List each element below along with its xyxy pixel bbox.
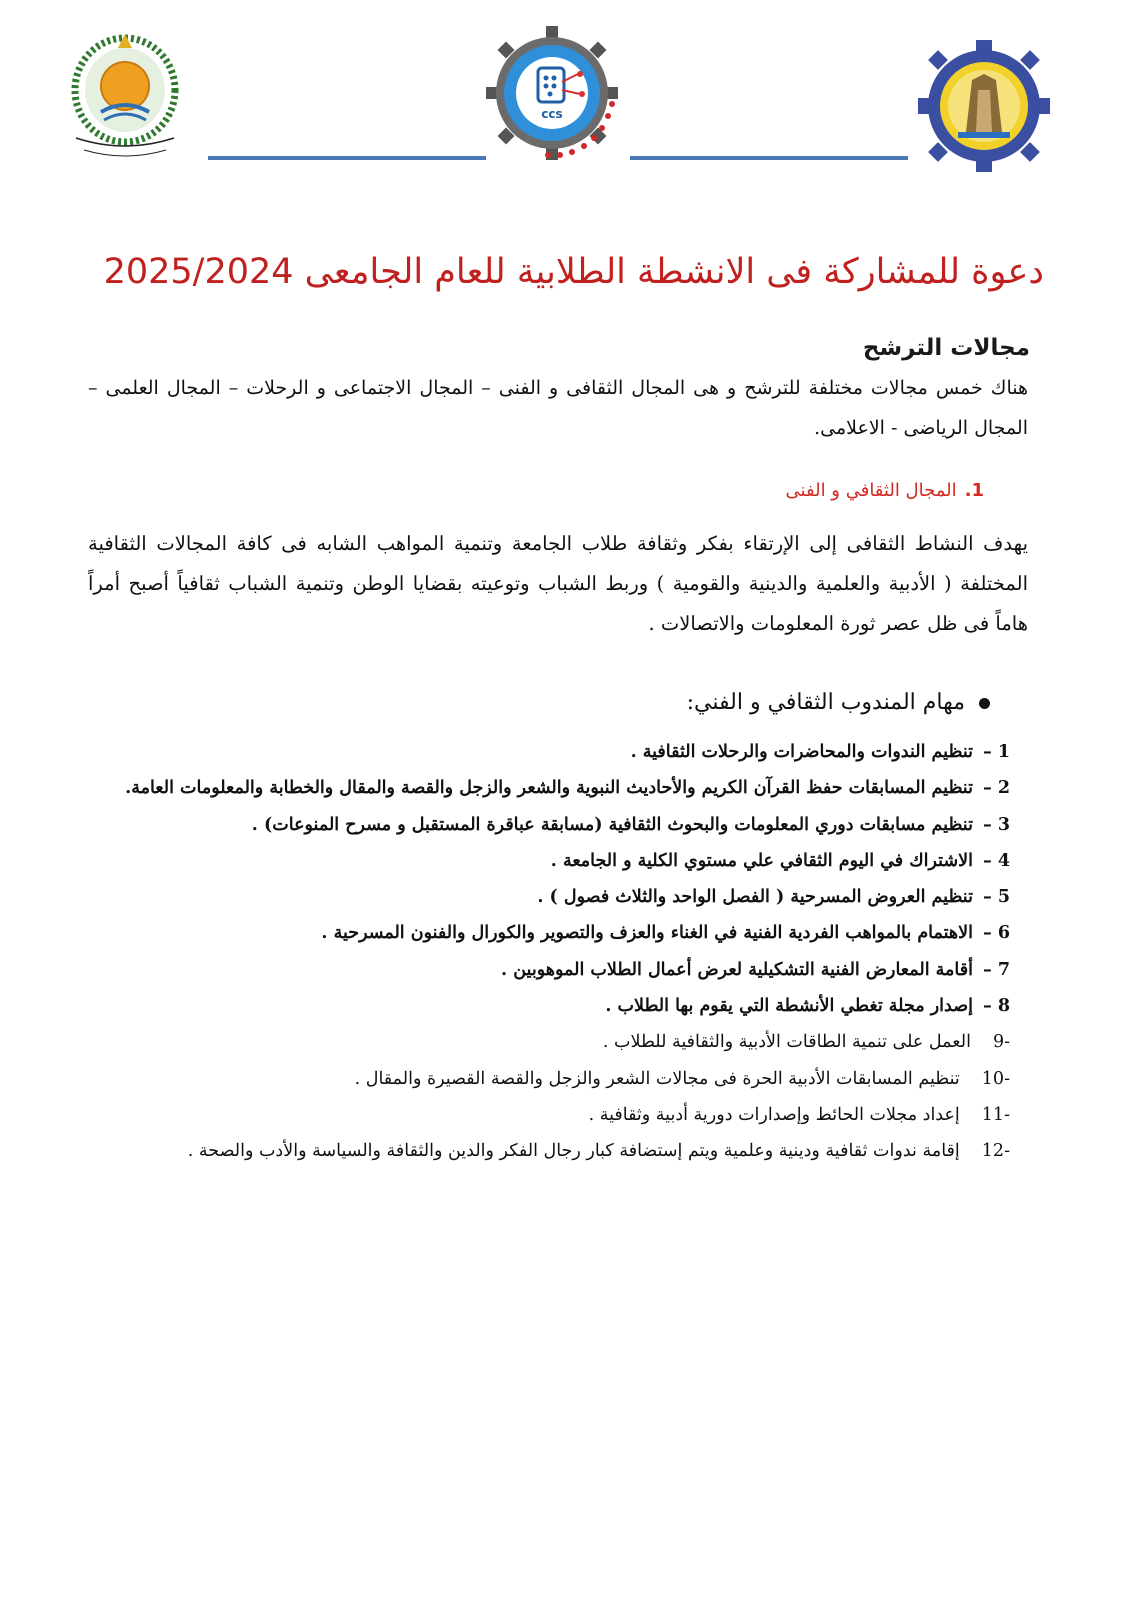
task-text: تنظيم المسابقات الأدبية الحرة فى مجالات الشعر والزجل والقصة القصيرة والمقال .: [354, 1068, 960, 1089]
task-text: الاشتراك في اليوم الثقافي علي مستوي الكلية و الجامعة .: [550, 850, 973, 871]
header-divider-left: [208, 156, 486, 160]
task-text: تنظيم الندوات والمحاضرات والرحلات الثقافية .: [630, 742, 973, 762]
task-text: تنظيم العروض المسرحية ( الفصل الواحد والثلاث فصول ) .: [537, 887, 973, 908]
svg-text:ccs: ccs: [541, 107, 563, 121]
task-number: -9: [992, 1032, 1010, 1053]
task-text: إصدار مجلة تغطي الأنشطة التي يقوم بها الطلاب .: [605, 996, 973, 1017]
task-number: 7 –: [982, 959, 1010, 980]
task-item: [90, 843, 1010, 879]
task-item: [90, 952, 1010, 988]
aim-paragraph: يهدف النشاط الثقافى إلى الإرتقاء بفكر وثقافة طلاب الجامعة وتنمية المواهب الشابه فى كافة المجالات الثقافية المختلفة ( الأدبية والعلمية والدينية والقومية ) وربط الشباب وتوعيته بقضايا الوطن وتنمية الشباب ثقافياً أصبح أمراً هاماً فى ظل عصر ثورة المعلومات والاتصالات .: [88, 532, 1028, 635]
task-text: العمل على تنمية الطاقات الأدبية والثقافية للطلاب .: [602, 1032, 971, 1053]
intro-paragraph: هناك خمس مجالات مختلفة للترشح و هى المجال الثقافى و الفنى – المجال الاجتماعى و الرحلات – المجال العلمى – المجال الرياضى - الاعلامى.: [88, 377, 1028, 439]
task-list: [90, 734, 1010, 1170]
task-number: -10: [981, 1068, 1010, 1089]
task-item: [90, 1061, 1010, 1097]
task-item: [90, 1024, 1010, 1060]
task-item: [90, 879, 1010, 915]
task-number: 3 –: [982, 814, 1010, 835]
document-title: دعوة للمشاركة فى الانشطة الطلابية للعام الجامعى 2025/2024: [103, 252, 1044, 292]
task-text: تنظيم المسابقات حفظ القرآن الكريم والأحاديث النبوية والشعر والزجل والقصة والمقال والخطابة والمعلومات العامة.: [125, 778, 973, 799]
task-text: إعداد مجلات الحائط وإصدارات دورية أدبية وثقافية .: [588, 1104, 960, 1125]
task-item: [90, 734, 1010, 770]
task-item: [90, 988, 1010, 1024]
faculty-of-engineering-logo: [918, 40, 1050, 172]
task-number: 1 –: [982, 742, 1010, 762]
task-item: [90, 807, 1010, 843]
task-item: [90, 1097, 1010, 1133]
subheading-text: المجال الثقافي و الفنى: [785, 480, 957, 501]
task-number: 8 –: [982, 996, 1010, 1017]
task-number: -12: [981, 1141, 1010, 1162]
task-item: [90, 770, 1010, 806]
task-text: أقامة المعارض الفنية التشكيلية لعرض أعمال الطلاب الموهوبين .: [501, 959, 973, 980]
tasks-heading-text: مهام المندوب الثقافي و الفني:: [686, 690, 965, 715]
task-text: الاهتمام بالمواهب الفردية الفنية في الغناء والعزف والتصوير والكورال والفنون المسرحية .: [321, 923, 973, 944]
bullet-icon: [979, 698, 990, 709]
task-number: 5 –: [982, 887, 1010, 908]
subheading-number: 1.: [964, 480, 984, 501]
task-number: -11: [981, 1104, 1010, 1125]
header-divider-right: [630, 156, 908, 160]
task-text: إقامة ندوات ثقافية ودينية وعلمية ويتم إستضافة كبار رجال الفكر والدين والثقافة والسياسة والأدب والصحة .: [187, 1141, 960, 1162]
task-number: 2 –: [982, 778, 1010, 799]
mansoura-university-logo: [66, 28, 184, 160]
department-logo: [486, 24, 618, 162]
task-number: 6 –: [982, 923, 1010, 944]
task-number: 4 –: [982, 850, 1010, 871]
tasks-heading: [687, 690, 990, 715]
subheading: [786, 480, 984, 501]
task-text: تنظيم مسابقات دوري المعلومات والبحوث الثقافية (مسابقة عباقرة المستقبل و مسرح المنوعات) .: [251, 814, 973, 835]
task-item: [90, 1133, 1010, 1169]
task-item: [90, 915, 1010, 951]
section-heading: مجالات الترشح: [862, 335, 1030, 361]
